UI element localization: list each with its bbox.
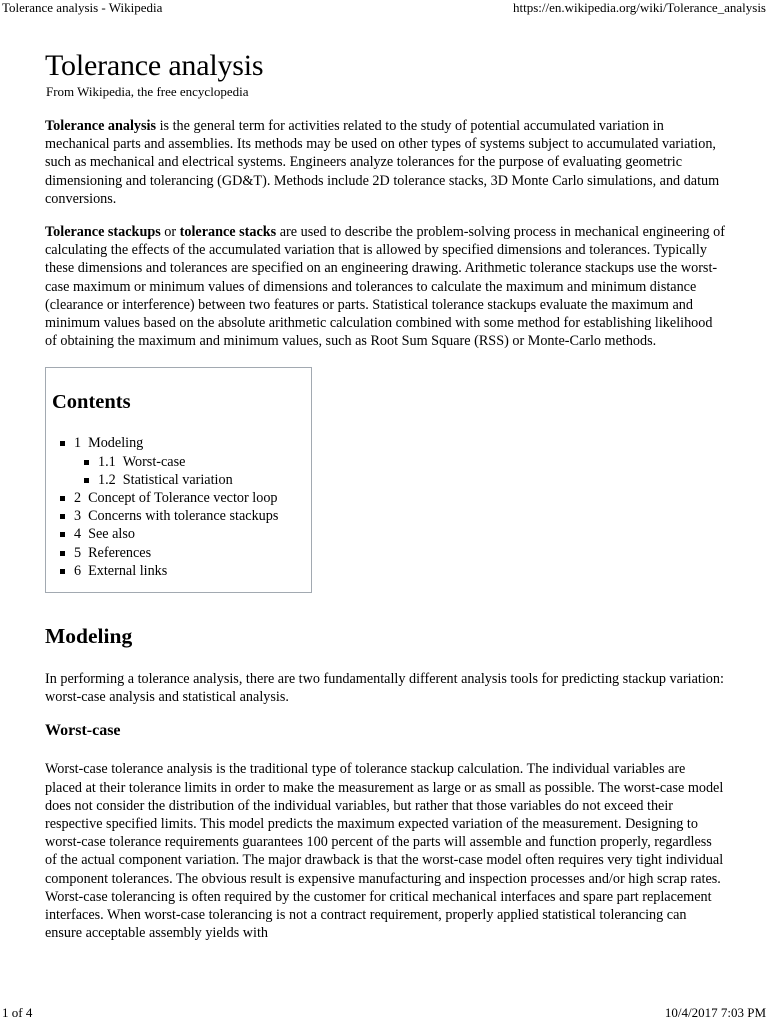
intro-text: is the general term for activities related to the study of potential accumulated variation in mechanical parts and assemblies. Its methods may be used on other types of systems subject to accumulated variation, such as mechanical and electrical systems. Engineers analyze tolerances for the purpose of evaluating geometric dimensioning and tolerancing (GD&T). Methods include 2D tolerance stacks, 3D Monte Carlo simulations, and datum conversions.	[45, 118, 720, 207]
section-heading-modeling: Modeling	[45, 624, 133, 649]
toc-label: See also	[88, 526, 135, 543]
toc-label: Concerns with tolerance stackups	[88, 508, 279, 525]
toc-number: 5	[74, 544, 82, 561]
toc-label: References	[88, 544, 152, 561]
toc-item-see-also[interactable]	[74, 525, 293, 543]
page-counter: 1 of 4	[2, 1005, 33, 1020]
toc-label: External links	[88, 562, 168, 579]
toc-title: Contents	[52, 391, 131, 414]
print-header-title: Tolerance analysis - Wikipedia	[2, 0, 163, 15]
toc-number: 6	[74, 562, 82, 579]
stackups-bold-term: Tolerance stackups	[45, 224, 161, 241]
toc-item-vector-loop[interactable]	[74, 489, 293, 507]
toc-number: 1.2	[98, 471, 116, 488]
toc-item-worst-case[interactable]	[98, 453, 293, 471]
stackups-bold-term-2: tolerance stacks	[179, 224, 277, 241]
toc-label: Worst-case	[122, 453, 186, 470]
toc-item-references[interactable]	[74, 544, 293, 562]
page-title: Tolerance analysis	[45, 49, 264, 82]
toc-number: 1.1	[98, 453, 116, 470]
toc-item-modeling[interactable]	[74, 434, 293, 489]
toc-list	[52, 434, 293, 580]
toc-number: 2	[74, 490, 82, 507]
section-heading-worst-case: Worst-case	[45, 722, 121, 740]
toc-number: 4	[74, 526, 82, 543]
intro-bold-term: Tolerance analysis	[45, 118, 157, 134]
article-page	[45, 48, 725, 958]
worst-case-paragraph: Worst-case tolerance analysis is the traditional type of tolerance stackup calculation. The individual variables are placed at their tolerance limits in order to make the measurement as large or as small as possible. The worst-case model does not consider the distribution of the individual variables, but rather that those variables do not exceed their respective specified limits. This model predicts the maximum expected variation of the measurement. Designing to worst-case tolerance requirements guarantees 100 percent of the parts will assemble and function properly, regardless of the actual component variation. The major drawback is that the worst-case model often requires very tight individual component tolerances. The obvious result is expensive manufacturing and inspection processes and/or high scrap rates. Worst-case tolerancing is often required by the customer for critical mechanical interfaces and spare part replacement interfaces. When worst-case tolerancing is not a contract requirement, properly applied statistical tolerancing can ensure acceptable assembly yields with	[45, 761, 724, 942]
toc-item-statistical-variation[interactable]	[98, 471, 293, 489]
toc-label: Statistical variation	[122, 471, 233, 488]
print-datetime: 10/4/2017 7:03 PM	[664, 1005, 766, 1020]
print-footer	[2, 1005, 766, 1020]
modeling-paragraph: In performing a tolerance analysis, there are two fundamentally different analysis tools for predicting stackup variation: worst-case analysis and statistical analysis.	[45, 671, 724, 706]
toc-sublist	[74, 453, 293, 489]
stackups-or: or	[160, 224, 180, 241]
toc-label: Concept of Tolerance vector loop	[88, 490, 278, 507]
print-header-url: https://en.wikipedia.org/wiki/Tolerance_analysis	[512, 0, 766, 15]
stackups-text: are used to describe the problem-solving process in mechanical engineering of calculating the effects of the accumulated variation that is allowed by specified dimensions and tolerances. Typically these dimensions and tolerances are specified on an engineering drawing. Arithmetic tolerance stackups use the worst-case maximum or minimum values of dimensions and tolerances to calculate the maximum and minimum distance (clearance or interference) between two features or parts. Statistical tolerance stackups evaluate the maximum and minimum values based on the absolute arithmetic calculation combined with some method for establishing likelihood of obtaining the maximum and minimum values, such as Root Sum Square (RSS) or Monte-Carlo methods.	[45, 224, 725, 350]
toc-item-concerns[interactable]	[74, 507, 293, 525]
print-header	[2, 0, 766, 15]
toc-number: 1	[74, 435, 82, 452]
toc-item-external-links[interactable]	[74, 562, 293, 580]
intro-paragraph	[45, 117, 725, 208]
page-subtitle: From Wikipedia, the free encyclopedia	[46, 84, 249, 99]
toc-label: Modeling	[88, 435, 144, 452]
table-of-contents	[45, 367, 312, 593]
toc-number: 3	[74, 508, 82, 525]
stackups-paragraph	[45, 223, 725, 350]
